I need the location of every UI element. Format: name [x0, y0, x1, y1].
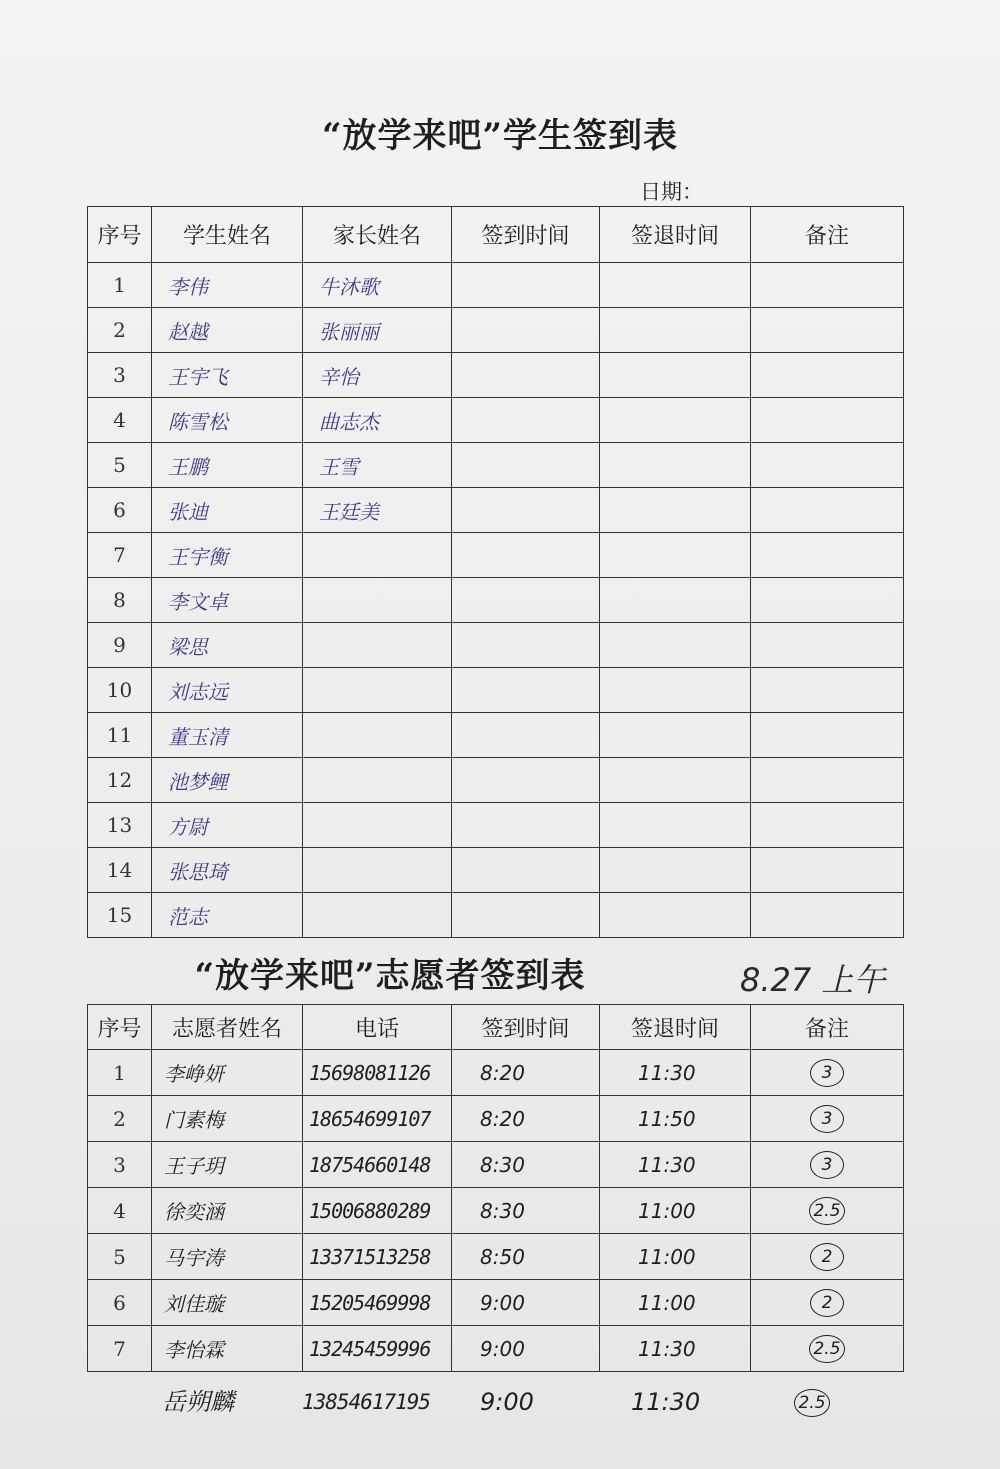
signout-time-cell [600, 263, 751, 308]
header-remarks: 备注 [751, 1005, 904, 1050]
table-row [88, 353, 904, 398]
header-serial: 序号 [88, 207, 152, 263]
remarks-cell [751, 668, 904, 713]
student-name-cell: 池梦鲤 [152, 758, 303, 803]
parent-name-cell: 牛沐歌 [303, 263, 452, 308]
signin-time-cell: 8:50 [452, 1234, 600, 1280]
table-row [88, 848, 904, 893]
signout-time-cell [600, 758, 751, 803]
row-serial: 1 [88, 263, 152, 308]
signout-time-cell: 11:00 [600, 1280, 751, 1326]
phone-cell: 15006880289 [303, 1188, 452, 1234]
table-row [88, 1280, 904, 1326]
student-name-cell: 王宇衡 [152, 533, 303, 578]
table-row [88, 1234, 904, 1280]
remarks-cell [751, 308, 904, 353]
signin-time-cell: 9:00 [452, 1280, 600, 1326]
header-student-name: 学生姓名 [152, 207, 303, 263]
signin-time-cell [452, 758, 600, 803]
signin-time-cell: 8:20 [452, 1050, 600, 1096]
row-serial: 14 [88, 848, 152, 893]
parent-name-cell [303, 803, 452, 848]
signout-time-cell [600, 578, 751, 623]
signin-time-cell [452, 713, 600, 758]
row-serial: 13 [88, 803, 152, 848]
student-name-cell: 董玉清 [152, 713, 303, 758]
remarks-cell [751, 1050, 904, 1096]
volunteer-signin-table [87, 1004, 904, 1372]
student-name-cell: 刘志远 [152, 668, 303, 713]
remarks-cell [751, 398, 904, 443]
remarks-cell [751, 1234, 904, 1280]
student-name-cell: 赵越 [152, 308, 303, 353]
remarks-cell [751, 263, 904, 308]
remarks-cell [751, 713, 904, 758]
phone-cell: 15205469998 [303, 1280, 452, 1326]
signout-time-cell: 11:30 [600, 1142, 751, 1188]
student-name-cell: 梁思 [152, 623, 303, 668]
signout-time-cell: 11:50 [600, 1096, 751, 1142]
parent-name-cell [303, 668, 452, 713]
parent-name-cell: 王雪 [303, 443, 452, 488]
volunteer-name-cell: 王子玥 [152, 1142, 303, 1188]
parent-name-cell: 曲志杰 [303, 398, 452, 443]
extra-volunteer-remark [792, 1380, 832, 1425]
volunteer-name-cell: 徐奕涵 [152, 1188, 303, 1234]
row-serial: 2 [88, 308, 152, 353]
table-row [88, 1096, 904, 1142]
remarks-cell [751, 623, 904, 668]
parent-name-cell [303, 578, 452, 623]
row-serial: 8 [88, 578, 152, 623]
remarks-cell [751, 1188, 904, 1234]
row-serial: 12 [88, 758, 152, 803]
table-row [88, 398, 904, 443]
remark-circled-value: 2 [810, 1289, 844, 1317]
header-signin-time: 签到时间 [452, 1005, 600, 1050]
remarks-cell [751, 1142, 904, 1188]
signin-time-cell [452, 308, 600, 353]
signin-time-cell [452, 353, 600, 398]
header-parent-name: 家长姓名 [303, 207, 452, 263]
signin-time-cell: 9:00 [452, 1326, 600, 1372]
signin-time-cell: 8:20 [452, 1096, 600, 1142]
volunteer-table-header [88, 1005, 904, 1050]
signout-time-cell [600, 308, 751, 353]
signin-time-cell [452, 533, 600, 578]
parent-name-cell [303, 758, 452, 803]
signin-time-cell [452, 893, 600, 938]
signin-time-cell: 8:30 [452, 1188, 600, 1234]
signout-time-cell [600, 398, 751, 443]
signout-time-cell: 11:00 [600, 1234, 751, 1280]
signin-time-cell [452, 263, 600, 308]
phone-cell: 18754660148 [303, 1142, 452, 1188]
signout-time-cell [600, 353, 751, 398]
header-signin-time: 签到时间 [452, 207, 600, 263]
remark-circled-value: 3 [810, 1105, 844, 1133]
extra-volunteer-name: 岳朔麟 [162, 1388, 234, 1416]
remark-circled-value: 2.5 [809, 1335, 844, 1363]
remarks-cell [751, 443, 904, 488]
table-row [88, 758, 904, 803]
header-remarks: 备注 [751, 207, 904, 263]
student-name-cell: 李伟 [152, 263, 303, 308]
remarks-cell [751, 533, 904, 578]
remarks-cell [751, 803, 904, 848]
signout-time-cell: 11:30 [600, 1050, 751, 1096]
student-name-cell: 王鹏 [152, 443, 303, 488]
date-label: 日期： [640, 180, 703, 204]
signin-time-cell [452, 623, 600, 668]
row-serial: 5 [88, 1234, 152, 1280]
table-row [88, 263, 904, 308]
signin-time-cell [452, 398, 600, 443]
phone-cell: 13245459996 [303, 1326, 452, 1372]
extra-volunteer-signin: 9:00 [480, 1388, 534, 1416]
header-signout-time: 签退时间 [600, 1005, 751, 1050]
phone-cell: 18654699107 [303, 1096, 452, 1142]
signout-time-cell [600, 668, 751, 713]
remarks-cell [751, 578, 904, 623]
row-serial: 5 [88, 443, 152, 488]
signout-time-cell [600, 803, 751, 848]
remark-circled-value: 3 [810, 1059, 844, 1087]
signout-time-cell [600, 533, 751, 578]
volunteer-name-cell: 马宇涛 [152, 1234, 303, 1280]
row-serial: 15 [88, 893, 152, 938]
signin-time-cell [452, 443, 600, 488]
signin-time-cell [452, 848, 600, 893]
student-name-cell: 李文卓 [152, 578, 303, 623]
row-serial: 7 [88, 1326, 152, 1372]
signout-time-cell [600, 713, 751, 758]
remarks-cell [751, 488, 904, 533]
remarks-cell [751, 758, 904, 803]
table-row [88, 488, 904, 533]
remark-circled-value: 3 [810, 1151, 844, 1179]
student-signin-table [87, 206, 904, 938]
remarks-cell [751, 1326, 904, 1372]
remarks-cell [751, 893, 904, 938]
signin-time-cell [452, 668, 600, 713]
remark-circled-value: 2.5 [794, 1389, 829, 1417]
signout-time-cell [600, 848, 751, 893]
remarks-cell [751, 1280, 904, 1326]
row-serial: 3 [88, 1142, 152, 1188]
student-name-cell: 范志 [152, 893, 303, 938]
row-serial: 6 [88, 488, 152, 533]
table-row [88, 1188, 904, 1234]
table-row [88, 713, 904, 758]
signout-time-cell [600, 623, 751, 668]
remarks-cell [751, 848, 904, 893]
parent-name-cell [303, 533, 452, 578]
signout-time-cell [600, 443, 751, 488]
remark-circled-value: 2 [810, 1243, 844, 1271]
table-row [88, 893, 904, 938]
signout-time-cell: 11:00 [600, 1188, 751, 1234]
row-serial: 6 [88, 1280, 152, 1326]
table-row [88, 443, 904, 488]
table-row [88, 1326, 904, 1372]
signin-time-cell [452, 578, 600, 623]
table-row [88, 578, 904, 623]
signin-time-cell [452, 803, 600, 848]
extra-volunteer-phone: 13854617195 [302, 1390, 431, 1414]
signout-time-cell [600, 488, 751, 533]
student-name-cell: 王宇飞 [152, 353, 303, 398]
parent-name-cell [303, 623, 452, 668]
remarks-cell [751, 353, 904, 398]
student-name-cell: 陈雪松 [152, 398, 303, 443]
header-signout-time: 签退时间 [600, 207, 751, 263]
header-volunteer-name: 志愿者姓名 [152, 1005, 303, 1050]
parent-name-cell: 辛怡 [303, 353, 452, 398]
table-row [88, 623, 904, 668]
row-serial: 10 [88, 668, 152, 713]
phone-cell: 13371513258 [303, 1234, 452, 1280]
row-serial: 3 [88, 353, 152, 398]
signout-time-cell [600, 893, 751, 938]
row-serial: 7 [88, 533, 152, 578]
header-phone: 电话 [303, 1005, 452, 1050]
remark-circled-value: 2.5 [809, 1197, 844, 1225]
student-name-cell: 方尉 [152, 803, 303, 848]
signout-time-cell: 11:30 [600, 1326, 751, 1372]
volunteer-name-cell: 刘佳璇 [152, 1280, 303, 1326]
table-row [88, 308, 904, 353]
remarks-cell [751, 1096, 904, 1142]
parent-name-cell [303, 848, 452, 893]
volunteer-sheet-title: “放学来吧”志愿者签到表 [194, 956, 586, 996]
row-serial: 4 [88, 1188, 152, 1234]
student-table-header [88, 207, 904, 263]
phone-cell: 15698081126 [303, 1050, 452, 1096]
signin-time-cell: 8:30 [452, 1142, 600, 1188]
table-row [88, 803, 904, 848]
volunteer-name-cell: 李怡霖 [152, 1326, 303, 1372]
extra-volunteer-signout: 11:30 [631, 1388, 701, 1416]
student-sheet-title: “放学来吧”学生签到表 [321, 116, 679, 156]
volunteer-name-cell: 门素梅 [152, 1096, 303, 1142]
parent-name-cell: 王廷美 [303, 488, 452, 533]
signin-time-cell [452, 488, 600, 533]
table-row [88, 1142, 904, 1188]
row-serial: 1 [88, 1050, 152, 1096]
row-serial: 2 [88, 1096, 152, 1142]
parent-name-cell [303, 893, 452, 938]
header-serial: 序号 [88, 1005, 152, 1050]
row-serial: 4 [88, 398, 152, 443]
student-name-cell: 张迪 [152, 488, 303, 533]
table-row [88, 533, 904, 578]
row-serial: 11 [88, 713, 152, 758]
volunteer-name-cell: 李峥妍 [152, 1050, 303, 1096]
parent-name-cell: 张丽丽 [303, 308, 452, 353]
row-serial: 9 [88, 623, 152, 668]
table-row [88, 668, 904, 713]
table-row [88, 1050, 904, 1096]
parent-name-cell [303, 713, 452, 758]
student-name-cell: 张思琦 [152, 848, 303, 893]
handwritten-date: 8.27 上午 [740, 961, 886, 999]
